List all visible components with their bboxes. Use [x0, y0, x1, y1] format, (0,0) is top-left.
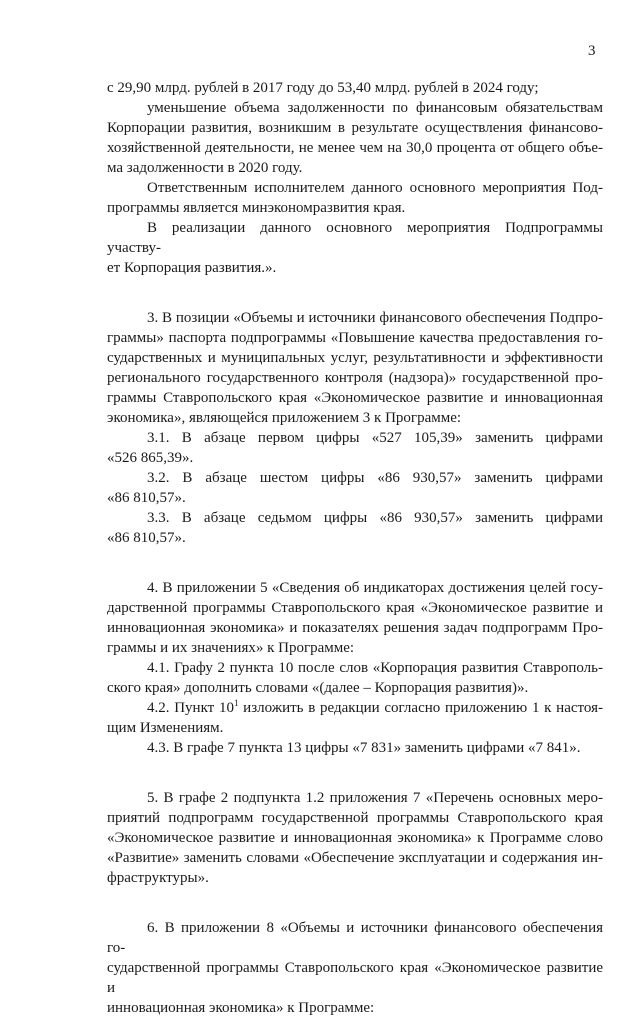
text-line-content: 3.2. В абзаце шестом цифры «86 930,57» заменить цифрами [147, 470, 603, 486]
text-line [107, 488, 603, 508]
page-number: 3 [588, 43, 596, 59]
text-line-content: с 29,90 млрд. рублей в 2017 году до 53,40 млрд. рублей в 2024 году; [107, 80, 539, 96]
text-line-content: «Развитие» заменить словами «Обеспечение эксплуатации и содержания ин- [107, 850, 603, 866]
text-line-content: ма задолженности в 2020 году. [107, 160, 303, 176]
text-line-content: сударственной программы Ставропольского края «Экономическое развитие и [107, 960, 603, 996]
text-line-content: регионального государственного контроля (надзора)» государственной про- [107, 370, 603, 386]
text-line-content: 3.3. В абзаце седьмом цифры «86 930,57» заменить цифрами [147, 510, 603, 526]
text-line [107, 308, 603, 328]
text-line [107, 598, 603, 618]
text-line-content: приятий подпрограмм государственной программы Ставропольского края [107, 810, 603, 826]
text-line-content: уменьшение объема задолженности по финансовым обязательствам [147, 100, 603, 116]
text-line [107, 428, 603, 448]
text-line [107, 98, 603, 118]
text-line [107, 408, 603, 428]
text-line [107, 218, 603, 258]
text-line-content: программы является минэкономразвития края. [107, 200, 406, 216]
text-line [107, 388, 603, 408]
text-line [107, 78, 603, 98]
text-line-content: «526 865,39». [107, 450, 194, 466]
text-line [107, 618, 603, 638]
text-line-content: граммы Ставропольского края «Экономическое развитие и инновационная [107, 390, 603, 406]
text-line [107, 918, 603, 958]
text-line [107, 808, 603, 828]
text-line-content: 5. В графе 2 подпункта 1.2 приложения 7 «Перечень основных меро- [147, 790, 603, 806]
text-line-content: Ответственным исполнителем данного основного мероприятия Под- [147, 180, 603, 196]
text-line [107, 678, 603, 698]
text-line [107, 258, 603, 278]
text-line-content: «86 810,57». [107, 490, 186, 506]
text-line [107, 468, 603, 488]
text-line-content: 4.3. В графе 7 пункта 13 цифры «7 831» заменить цифрами «7 841». [147, 740, 581, 756]
text-line-content: щим Изменениям. [107, 720, 224, 736]
text-line [107, 738, 603, 758]
text-line-content: 3. В позиции «Объемы и источники финансового обеспечения Подпро- [147, 310, 603, 326]
text-line-content: 4. В приложении 5 «Сведения об индикаторах достижения целей госу- [147, 580, 603, 596]
text-line [107, 118, 603, 138]
text-line [107, 638, 603, 658]
section-gap [107, 888, 603, 918]
text-line [107, 788, 603, 808]
text-line-content: 4.2. Пункт 10 [147, 700, 234, 716]
text-line-content: 4.1. Графу 2 пункта 10 после слов «Корпорация развития Ставрополь- [147, 660, 603, 676]
text-line [107, 658, 603, 678]
text-line [107, 328, 603, 348]
text-line-content: инновационная экономика» к Программе: [107, 1000, 375, 1016]
text-line-content: сударственных и муниципальных услуг, результативности и эффективности [107, 350, 603, 366]
section-gap [107, 548, 603, 578]
text-line [107, 828, 603, 848]
text-line [107, 178, 603, 198]
text-line [107, 868, 603, 888]
text-line-content: дарственной программы Ставропольского края «Экономическое развитие и [107, 600, 603, 616]
text-line [107, 368, 603, 388]
text-line [107, 528, 603, 548]
text-line [107, 998, 603, 1018]
text-line-content: Корпорации развития, возникшим в результате осуществления финансово- [107, 120, 603, 136]
text-line-content: граммы» паспорта подпрограммы «Повышение качества предоставления го- [107, 330, 603, 346]
text-line [107, 718, 603, 738]
text-line-content: «Экономическое развитие и инновационная экономика» к Программе слово [107, 830, 603, 846]
text-line [107, 348, 603, 368]
text-line-content: граммы и их значениях» к Программе: [107, 640, 355, 656]
section-gap [107, 278, 603, 308]
document-body [107, 78, 603, 1018]
section-gap [107, 758, 603, 788]
text-line [107, 448, 603, 468]
text-line-content: 3.1. В абзаце первом цифры «527 105,39» заменить цифрами [147, 430, 603, 446]
text-line-content: В реализации данного основного мероприятия Подпрограммы участву- [107, 220, 603, 256]
text-line [107, 848, 603, 868]
text-line [107, 578, 603, 598]
text-line [107, 698, 603, 718]
text-line-content: хозяйственной деятельности, не менее чем на 30,0 процента от общего объе- [107, 140, 603, 156]
text-line-content: 6. В приложении 8 «Объемы и источники финансового обеспечения го- [107, 920, 603, 956]
text-line [107, 508, 603, 528]
text-line [107, 958, 603, 998]
text-line-content: ет Корпорация развития.». [107, 260, 277, 276]
superscript: 1 [233, 698, 239, 708]
text-line [107, 158, 603, 178]
text-line [107, 138, 603, 158]
text-line-content: инновационная экономика» и показателях решения задач подпрограмм Про- [107, 620, 603, 636]
text-line-tail: изложить в редакции согласно приложению 1 к настоя- [238, 700, 603, 716]
text-line [107, 198, 603, 218]
text-line-content: ского края» дополнить словами «(далее – Корпорация развития)». [107, 680, 529, 696]
text-line-content: «86 810,57». [107, 530, 186, 546]
text-line-content: экономика», являющейся приложением 3 к Программе: [107, 410, 462, 426]
text-line-content: фраструктуры». [107, 870, 209, 886]
